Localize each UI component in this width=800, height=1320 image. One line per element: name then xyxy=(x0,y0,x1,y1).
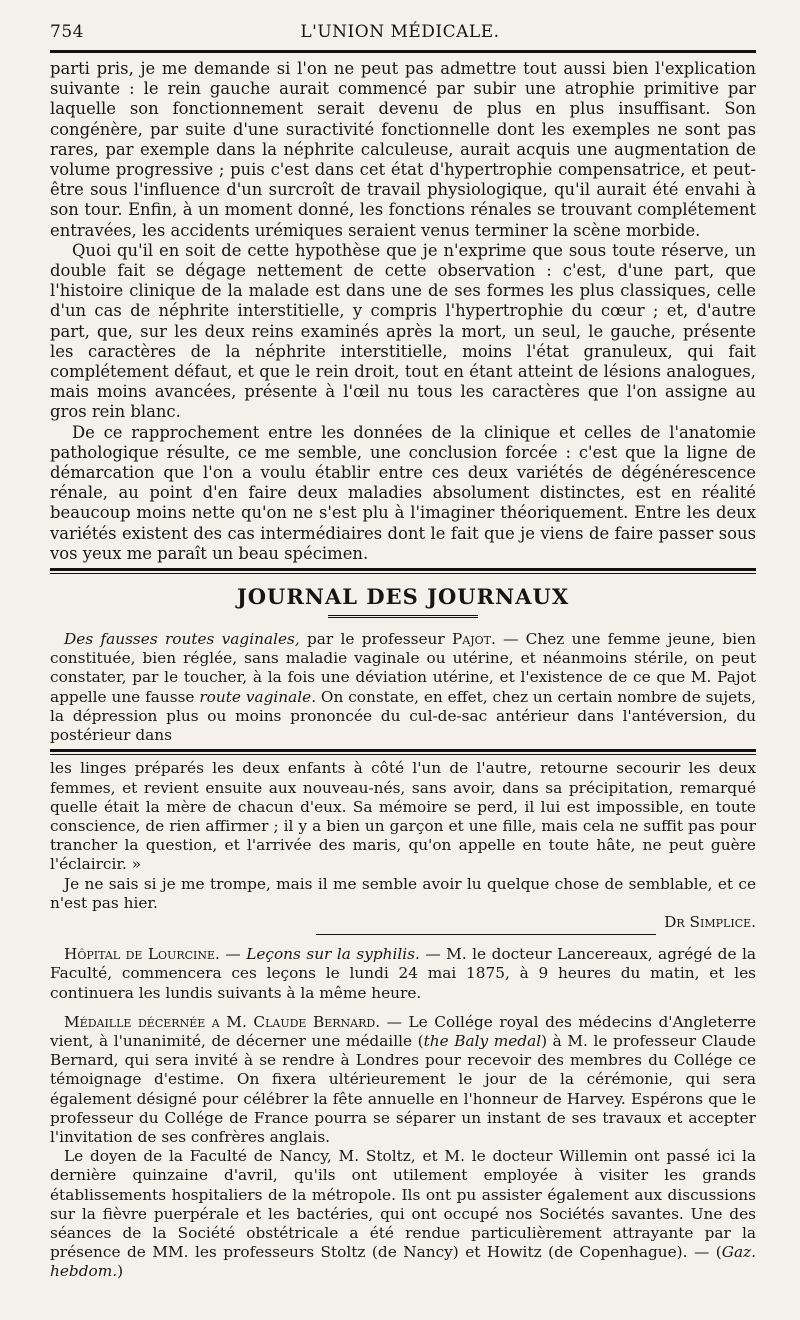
article-body xyxy=(50,59,756,564)
article-paragraph: parti pris, je me demande si l'on ne peut pas admettre tout aussi bien l'explication suivante : le rein gauche aurait commencé par subir une atrophie primitive par laquelle son fonctionnement serait devenu de plus en plus insuffisant. Son congénère, par suite d'une suractivité fonctionnelle dont les exemples ne sont pas rares, par exemple dans la néphrite calculeuse, aurait acquis une augmentation de volume progressive ; puis c'est dans cet état d'hypertrophie compensatrice, et peut-être sous l'influence d'un surcroît de travail physiologique, qu'il aurait été envahi à son tour. Enfin, à un moment donné, les fonctions rénales se trouvant complétement entravées, les accidents urémiques seraient venus terminer la scène morbide. xyxy=(50,59,756,240)
notice-text: ) à M. le professeur Claude Bernard, qui sera invité à se rendre à Londres pour recevoir des membres du Collége ce témoignage d'estime. On fixera ultérieurement le jour de la cérémonie, qui sera également désigné pour célébrer la fête annuelle en l'honneur de Harvey. Espérons que le professeur du Collége de France pourra se séparer un instant de ses travaux et accepter l'invitation de ses confrères anglais. xyxy=(50,1031,756,1146)
notice-head: Hôpital de Lourcine. xyxy=(64,945,220,964)
feuilleton-paragraph: les linges préparés les deux enfants à côté l'un de l'autre, retourne secourir les deux femmes, et revient ensuite aux nouveau-nés, sans avoir, dans sa précipitation, remarqué quelle était la mère de chacun d'eux. Sa mémoire se perd, il lui est impossible, en toute conscience, de rien affirmer ; il y a bien un garçon et une fille, mais cela ne suffit pas pour trancher la question, et l'arrivée des maris, qu'on appelle en toute hâte, ne peut guère l'éclaircir. » xyxy=(50,759,756,874)
title-underline xyxy=(328,615,478,618)
feuilleton xyxy=(50,759,756,932)
page-header xyxy=(50,0,756,42)
notice-paragraph: Hôpital de Lourcine. — Leçons sur la syphilis. — M. le docteur Lancereaux, agrégé de la Faculté, commencera ces leçons le lundi 24 mai 1875, à 9 heures du matin, et les continuera les lundis suivants à la même heure. xyxy=(50,945,757,1002)
journal-entry xyxy=(50,630,756,745)
journal-title: L'UNION MÉDICALE. xyxy=(300,22,500,42)
entry-text: . On constate, en effet, chez un certain nombre de sujets, la dépression plus ou moins prononcée du cul-de-sac antérieur dans l'antéversion, du postérieur dans xyxy=(50,687,756,745)
feuilleton-rule xyxy=(50,749,756,755)
notice-paragraph xyxy=(50,1013,756,1147)
notice-text: — Le Collége royal des médecins d'Angleterre vient, à l'unanimité, de décerner une médaille ( xyxy=(50,1012,756,1050)
notice-italic: Gaz. hebdom. xyxy=(50,1243,756,1281)
notice-gap xyxy=(50,1003,756,1013)
notice-rule xyxy=(316,934,656,935)
entry-title: Des fausses routes vaginales, xyxy=(64,630,300,649)
notice-head: Médaille décernée a M. Claude Bernard. xyxy=(64,1012,381,1031)
page-number: 754 xyxy=(50,22,84,42)
article-paragraph: De ce rapprochement entre les données de la clinique et celles de l'anatomie pathologique résulte, ce me semble, une conclusion forcée : c'est que la ligne de démarcation que l'on a voulu établir entre ces deux variétés de dégénérescence rénale, au point d'en faire deux maladies absolument distinctes, est en réalité beaucoup moins nette qu'on ne s'est plu à l'imaginer théoriquement. Entre les deux variétés existent des cas intermédiaires dont le fait que je viens de faire passer sous vos yeux me paraît un beau spécimen. xyxy=(50,422,756,563)
notice-subhead: Leçons sur la syphilis. xyxy=(246,945,420,964)
section-rule xyxy=(50,568,756,574)
entry-author: Pajot xyxy=(451,630,491,649)
entry-text: . — Chez une femme jeune, bien constituée, bien réglée, sans maladie vaginale ou utérine, et néanmoins stérile, on peut constater, par le toucher, à la fois une déviation utérine, et l'existence de ce que M. Pajot appelle une fausse xyxy=(50,630,756,706)
header-rule xyxy=(50,50,756,53)
article-paragraph: Quoi qu'il en soit de cette hypothèse que je n'exprime que sous toute réserve, un double fait se dégage nettement de cette observation : c'est, d'une part, que l'histoire clinique de la malade est dans une de ses formes les plus classiques, celle d'un cas de néphrite interstitielle, y compris l'hypertrophie du cœur ; et, d'autre part, que, sur les deux reins examinés après la mort, un seul, le gauche, présente les caractères de la néphrite interstitielle, moins l'état granuleux, qui fait complétement défaut, et que le rein droit, tout en étant atteint de lésions analogues, mais moins avancées, présente à l'œil nu tous les caractères que l'on assigne au gros rein blanc. xyxy=(50,240,756,422)
notice-paragraph xyxy=(50,1147,756,1281)
section-title: JOURNAL DES JOURNAUX xyxy=(236,584,570,610)
notices xyxy=(50,945,756,1281)
entry-term: route vaginale xyxy=(199,687,312,706)
entry-author-prefix: par le professeur xyxy=(299,630,452,649)
notice-text: Le doyen de la Faculté de Nancy, M. Stoltz, et M. le docteur Willemin ont passé ici la dernière quinzaine d'avril, qu'ils ont utilement employée à visiter les grands établissements hospitaliers de la métropole. Ils ont pu assister également aux discussions sur la fièvre puerpérale et les bactéries, qui ont occupé nos Sociétés savantes. Une des séances de la Société obstétricale a été rendue particulièrement attrayante par la présence de MM. les professeurs Stoltz (de Nancy) et Howitz (de Copenhague). — ( xyxy=(50,1147,756,1262)
feuilleton-paragraph: Je ne sais si je me trompe, mais il me semble avoir lu quelque chose de semblable, et ce n'est pas hier. xyxy=(50,874,756,912)
feuilleton-signature: Dr Simplice. xyxy=(664,912,756,931)
notice-text: ) xyxy=(117,1262,124,1281)
notice-text: — M. le docteur Lancereaux, agrégé de la Faculté, commencera ces leçons le lundi 24 mai 1875, à 9 heures du matin, et les continuera les lundis suivants à la même heure. xyxy=(50,945,757,1002)
journal-entry-paragraph xyxy=(50,630,756,745)
notice-italic: the Baly medal xyxy=(423,1031,542,1050)
